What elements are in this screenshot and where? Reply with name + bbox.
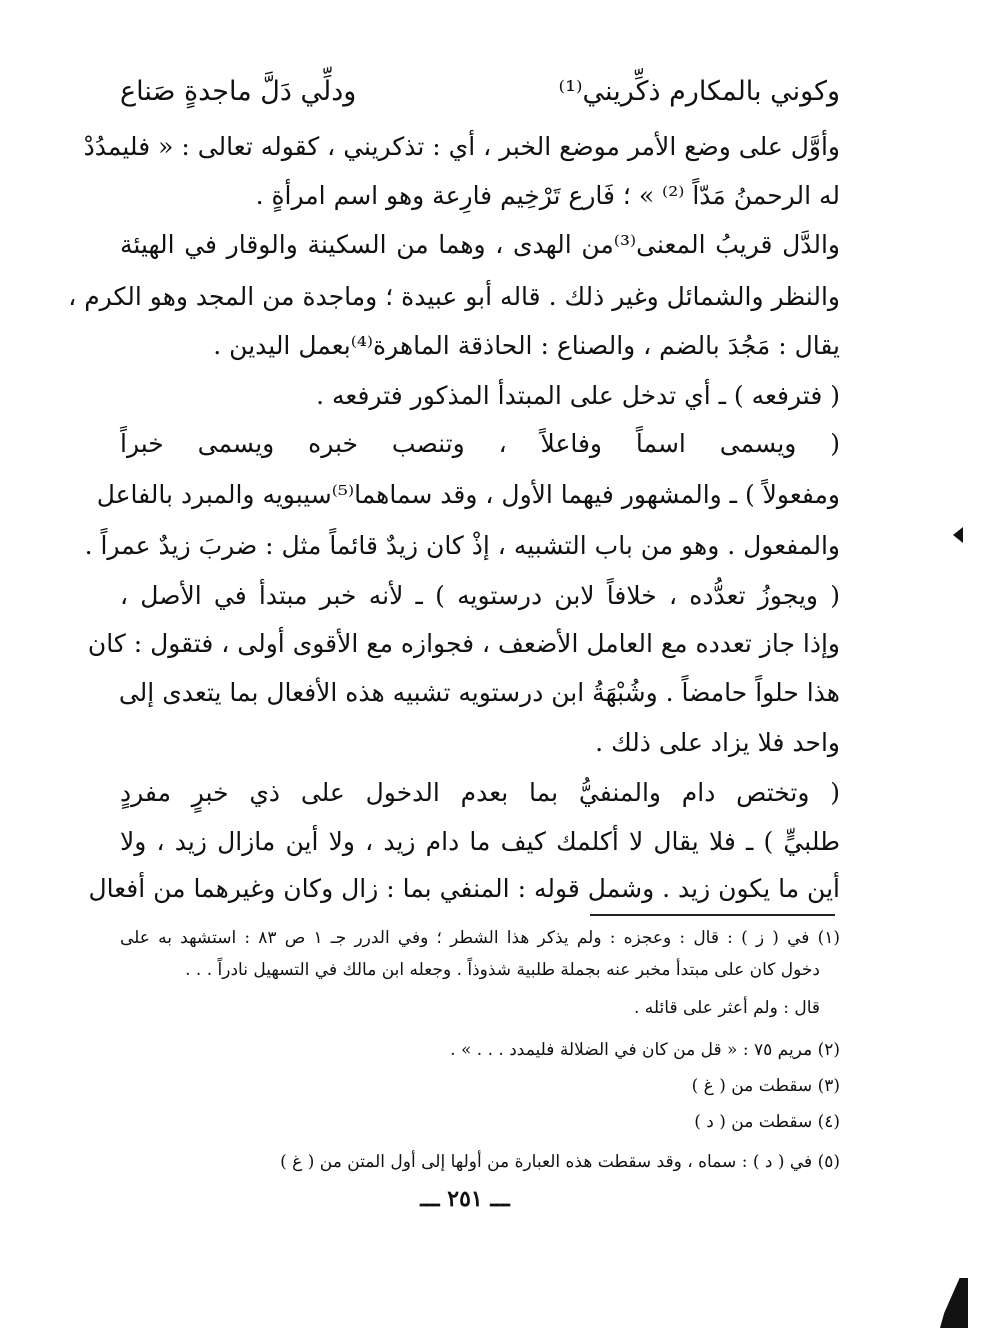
page-number: ـــ ٢٥١ ـــ <box>420 1186 510 1212</box>
poem-verse <box>120 70 840 114</box>
body-line: هذا حلواً حامضاً . وشُبْهَةُ ابن درستويه تشبيه هذه الأفعال بما يتعدى إلى <box>118 678 840 707</box>
verse-right-hemistich: وكوني بالمكارم ذكِّريني⁽¹⁾ <box>558 76 840 107</box>
footnote-line: (٤) سقطت من ( د ) <box>694 1112 840 1132</box>
body-line: ( ويسمى اسماً وفاعلاً ، وتنصب خبره ويسمى خبراً <box>120 429 840 458</box>
body-line: وأوَّل على وضع الأمر موضع الخبر ، أي : تذكريني ، كقوله تعالى : « فليمدُدْ <box>83 132 840 161</box>
body-line: يقال : مَجُدَ بالضم ، والصناع : الحاذقة الماهرة⁽⁴⁾بعمل اليدين . <box>213 331 840 360</box>
body-line: والنظر والشمائل وغير ذلك . قاله أبو عبيدة ؛ وماجدة من المجد وهو الكرم ، <box>68 282 840 311</box>
body-line: واحد فلا يزاد على ذلك . <box>595 728 840 757</box>
scan-corner-mark <box>940 1278 968 1328</box>
footnote-line: قال : ولم أعثر على قائله . <box>633 998 820 1018</box>
body-line: وإذا جاز تعدده مع العامل الأضعف ، فجوازه مع الأقوى أولى ، فتقول : كان <box>87 629 840 658</box>
body-line: والمفعول . وهو من باب التشبيه ، إذْ كان زيدٌ قائماً مثل : ضربَ زيدٌ عمراً . <box>84 531 840 560</box>
verse-left-hemistich: ودلِّي دَلَّ ماجدةٍ صَناع <box>120 76 357 107</box>
body-line: له الرحمنُ مَدّاً ⁽²⁾ » ؛ فَارع تَرْخِيم فارِعة وهو اسم امرأةٍ . <box>255 181 840 210</box>
footnote-separator <box>590 914 835 916</box>
body-line: ومفعولاً ) ـ والمشهور فيهما الأول ، وقد سماهما⁽⁵⁾سيبويه والمبرد بالفاعل <box>96 480 840 509</box>
margin-mark <box>953 527 963 543</box>
body-line: أين ما يكون زيد . وشمل قوله : المنفي بما : زال وكان وغيرهما من أفعال <box>88 874 840 903</box>
footnote-line: دخول كان على مبتدأ مخبر عنه بجملة طلبية شذوذاً . وجعله ابن مالك في التسهيل نادراً . . . <box>185 960 820 980</box>
body-line: طلبيٍّ ) ـ فلا يقال لا أكلمك كيف ما دام زيد ، ولا أين مازال زيد ، ولا <box>120 827 840 856</box>
footnote-line: (٥) في ( د ) : سماه ، وقد سقطت هذه العبارة من أولها إلى أول المتن من ( غ ) <box>280 1152 840 1172</box>
body-line: ( وتختص دام والمنفيُّ بما بعدم الدخول على ذي خبرٍ مفردٍ <box>120 778 840 807</box>
footnote-line: (١) في ( ز ) : قال : وعجزه : ولم يذكر هذا الشطر ؛ وفي الدرر جـ ١ ص ٨٣ : استشهد به على <box>120 928 840 948</box>
footnote-line: (٢) مريم ٧٥ : « قل من كان في الضلالة فليمدد . . . » . <box>450 1040 840 1060</box>
body-line: والدَّل قريبُ المعنى⁽³⁾من الهدى ، وهما من السكينة والوقار في الهيئة <box>120 230 841 259</box>
body-line: ( فترفعه ) ـ أي تدخل على المبتدأ المذكور فترفعه . <box>316 381 840 410</box>
body-line: ( ويجوزُ تعدُّده ، خلافاً لابن درستويه ) ـ لأنه خبر مبتدأ في الأصل ، <box>120 581 840 610</box>
footnote-line: (٣) سقطت من ( غ ) <box>691 1076 840 1096</box>
